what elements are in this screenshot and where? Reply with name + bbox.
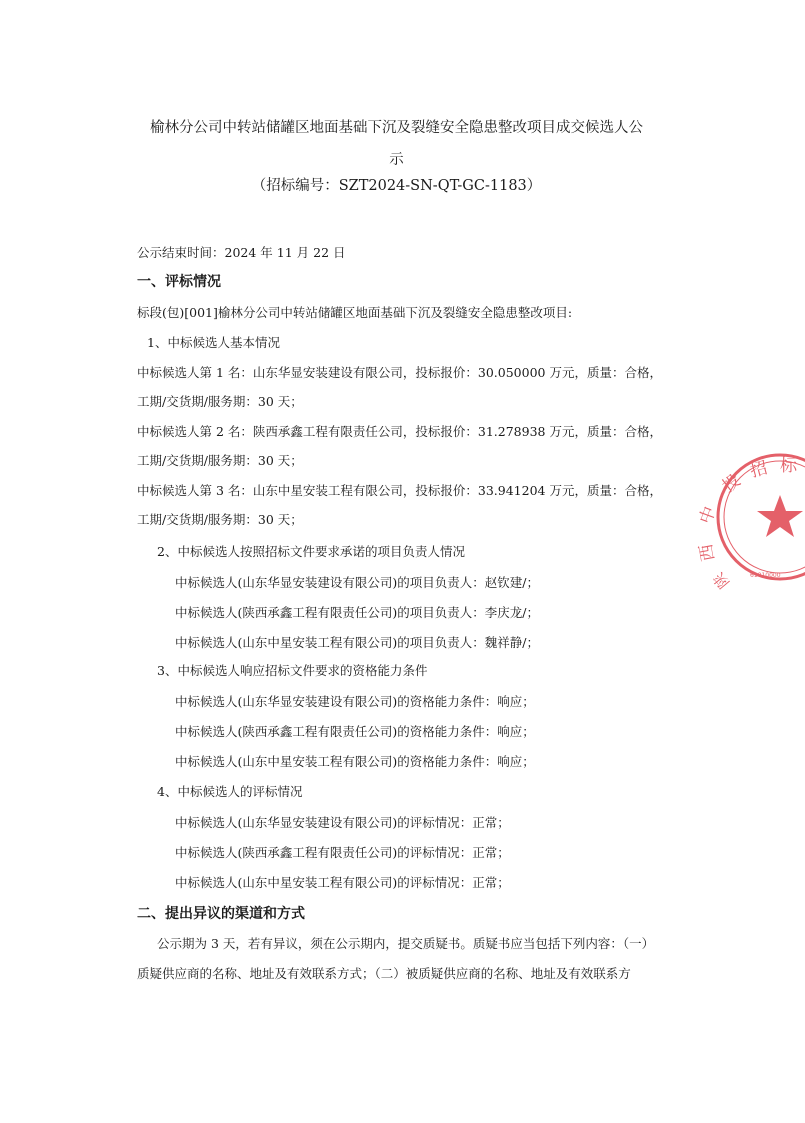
end-time: 公示结束时间：2024 年 11 月 22 日 bbox=[137, 245, 346, 260]
section-intro: 标段(包)[001]榆林分公司中转站储罐区地面基础下沉及裂缝安全隐患整改项目: bbox=[137, 305, 573, 320]
list-item: 中标候选人(山东中星安装工程有限公司)的项目负责人：魏祥静/； bbox=[175, 635, 539, 650]
list-item: 中标候选人(陕西承鑫工程有限责任公司)的资格能力条件：响应； bbox=[175, 724, 535, 739]
list-item: 中标候选人(山东华显安装建设有限公司)的项目负责人：赵钦建/； bbox=[175, 575, 539, 590]
candidate-3-line-1: 中标候选人第 3 名：山东中星安装工程有限公司，投标报价：33.941204 万元，质量：合格， bbox=[137, 483, 662, 498]
svg-text:招: 招 bbox=[748, 458, 770, 482]
section-2-heading: 二、提出异议的渠道和方式 bbox=[137, 906, 305, 922]
svg-text:61010000: 61010000 bbox=[750, 572, 781, 579]
candidate-3-line-2: 工期/交货期/服务期：30 天； bbox=[137, 512, 303, 527]
sub-4-heading: 4、中标候选人的评标情况 bbox=[157, 784, 303, 799]
candidate-1-line-1: 中标候选人第 1 名：山东华显安装建设有限公司，投标报价：30.050000 万元，质量：合格， bbox=[137, 365, 662, 380]
svg-text:西: 西 bbox=[696, 542, 719, 563]
candidate-1-line-2: 工期/交货期/服务期：30 天； bbox=[137, 394, 303, 409]
svg-text:投: 投 bbox=[718, 470, 745, 497]
seal-icon bbox=[695, 455, 805, 592]
section-2-line-1: 公示期为 3 天，若有异议，须在公示期内，提交质疑书。质疑书应当包括下列内容：（一） bbox=[157, 936, 655, 951]
candidate-2-line-1: 中标候选人第 2 名：陕西承鑫工程有限责任公司，投标报价：31.278938 万元，质量：合格， bbox=[137, 424, 662, 439]
official-seal bbox=[695, 455, 805, 592]
svg-text:陕: 陕 bbox=[709, 568, 734, 592]
list-item: 中标候选人(山东华显安装建设有限公司)的资格能力条件：响应； bbox=[175, 694, 535, 709]
list-item: 中标候选人(陕西承鑫工程有限责任公司)的项目负责人：李庆龙/； bbox=[175, 605, 539, 620]
svg-text:标: 标 bbox=[780, 456, 797, 476]
sub-1-heading: 1、中标候选人基本情况 bbox=[147, 335, 280, 350]
doc-title-line-1: 榆林分公司中转站储罐区地面基础下沉及裂缝安全隐患整改项目成交候选人公 bbox=[150, 120, 643, 136]
section-1-heading: 一、评标情况 bbox=[137, 274, 221, 290]
candidate-2-line-2: 工期/交货期/服务期：30 天； bbox=[137, 453, 303, 468]
list-item: 中标候选人(山东中星安装工程有限公司)的评标情况：正常； bbox=[175, 875, 510, 890]
svg-text:中: 中 bbox=[695, 503, 721, 527]
doc-title-line-2: 示 bbox=[389, 152, 404, 168]
list-item: 中标候选人(山东中星安装工程有限公司)的资格能力条件：响应； bbox=[175, 754, 535, 769]
sub-2-heading: 2、中标候选人按照招标文件要求承诺的项目负责人情况 bbox=[157, 544, 465, 559]
list-item: 中标候选人(山东华显安装建设有限公司)的评标情况：正常； bbox=[175, 815, 510, 830]
sub-3-heading: 3、中标候选人响应招标文件要求的资格能力条件 bbox=[157, 663, 428, 678]
list-item: 中标候选人(陕西承鑫工程有限责任公司)的评标情况：正常； bbox=[175, 845, 510, 860]
doc-tender-number: （招标编号：SZT2024-SN-QT-GC-1183） bbox=[251, 178, 542, 194]
section-2-line-2: 质疑供应商的名称、地址及有效联系方式；（二）被质疑供应商的名称、地址及有效联系方 bbox=[137, 966, 631, 981]
